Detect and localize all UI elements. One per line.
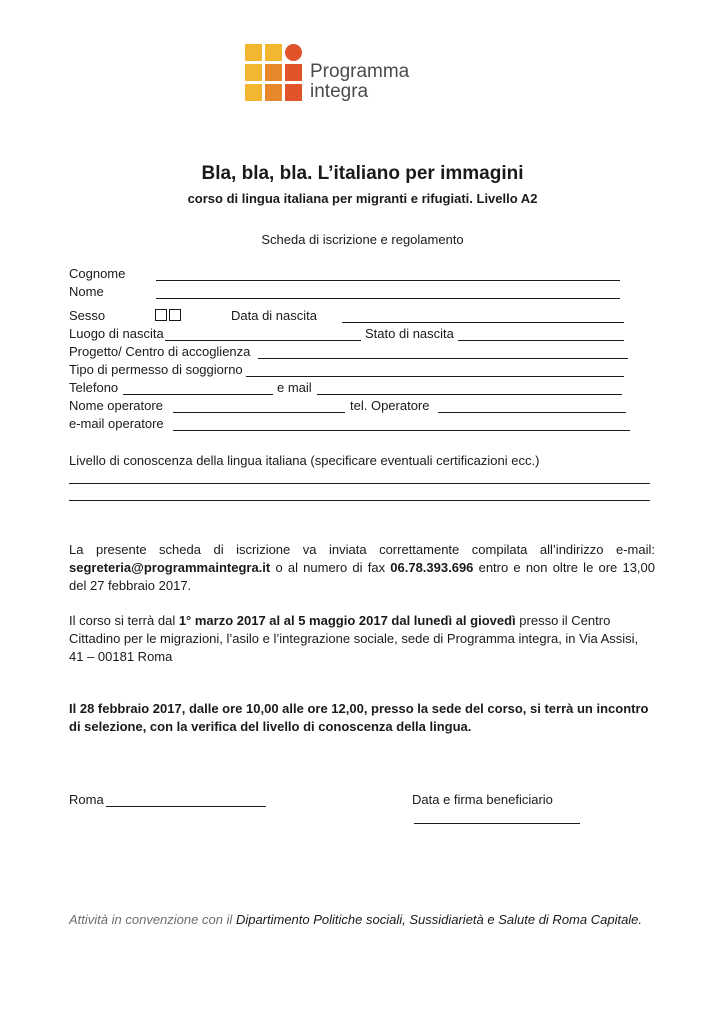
paragraph-corso (69, 612, 655, 666)
logo-square (285, 84, 302, 101)
label-progetto: Progetto/ Centro di accoglienza (69, 344, 251, 359)
paragraph-selezione: Il 28 febbraio 2017, dalle ore 10,00 alle ore 12,00, presso la sede del corso, si terrà un incontro di selezione, con la verifica del livello di conoscenza della lingua. (69, 701, 649, 734)
label-luogo-nascita: Luogo di nascita (69, 326, 164, 341)
label-email-operatore: e-mail operatore (69, 416, 164, 431)
field-permesso[interactable] (246, 376, 624, 377)
field-email[interactable] (317, 394, 622, 395)
document-subtitle: corso di lingua italiana per migranti e rifugiati. Livello A2 (187, 191, 538, 206)
para2-text2: presso il Centro Cittadino per le migrazioni, l’asilo e l’integrazione sociale, sede di Programma integra, in Via Assisi, 41 – 00181 Roma (69, 613, 639, 664)
document-title: Bla, bla, bla. L’italiano per immagini (201, 163, 524, 184)
field-telefono[interactable] (123, 394, 273, 395)
programma-integra-logo (245, 44, 303, 102)
logo-square (245, 44, 262, 61)
paragraph-invio (69, 541, 655, 595)
field-firma[interactable] (414, 823, 580, 824)
para1-text1: La presente scheda di iscrizione va inviata correttamente compilata all’indirizzo e-mail: (69, 542, 655, 557)
footer-dept: Dipartimento Politiche sociali, Sussidiarietà e Salute di Roma Capitale. (235, 912, 643, 927)
field-luogo-nascita[interactable] (165, 340, 361, 341)
logo-square (245, 64, 262, 81)
logo-name-line1: Programma (310, 61, 410, 82)
field-nome[interactable] (156, 298, 620, 299)
label-email: e mail (277, 380, 312, 395)
label-stato-nascita: Stato di nascita (365, 326, 454, 341)
label-data-nascita: Data di nascita (231, 308, 317, 323)
footer-text1: Attività in convenzione con il (69, 912, 236, 927)
email-link[interactable]: segreteria@programmaintegra.it (69, 560, 271, 575)
logo-name-line2: integra (310, 81, 369, 102)
field-stato-nascita[interactable] (458, 340, 624, 341)
label-sesso: Sesso (69, 308, 106, 323)
para1-text3: entro e non oltre le ore 13,00 del 27 febbraio 2017. (69, 560, 655, 593)
label-nome-operatore: Nome operatore (69, 398, 163, 413)
form-heading: Scheda di iscrizione e regolamento (261, 232, 464, 247)
sesso-checkbox-1[interactable] (155, 309, 167, 321)
label-data-firma: Data e firma beneficiario (412, 792, 553, 807)
field-cognome[interactable] (156, 280, 620, 281)
label-cognome: Cognome (69, 266, 126, 281)
label-permesso: Tipo di permesso di soggiorno (69, 362, 243, 377)
logo-square (265, 44, 282, 61)
logo-square (265, 64, 282, 81)
label-livello: Livello di conoscenza della lingua italiana (specificare eventuali certificazioni ecc.) (69, 453, 540, 468)
course-dates: 1° marzo 2017 al al 5 maggio 2017 dal lunedì al giovedì (178, 613, 516, 628)
label-roma: Roma (69, 792, 104, 807)
field-livello-line-2[interactable] (69, 500, 650, 501)
sesso-checkbox-2[interactable] (169, 309, 181, 321)
para1-text2: o al numero di fax (270, 560, 391, 575)
field-progetto[interactable] (258, 358, 628, 359)
para2-text1: Il corso si terrà dal (69, 613, 179, 628)
footer-note (69, 912, 642, 928)
sesso-checkboxes (155, 308, 183, 324)
field-nome-operatore[interactable] (173, 412, 345, 413)
field-livello-line-1[interactable] (69, 483, 650, 484)
field-data-nascita[interactable] (342, 322, 624, 323)
logo-circle (285, 44, 302, 61)
fax-number: 06.78.393.696 (390, 560, 474, 575)
field-email-operatore[interactable] (173, 430, 630, 431)
field-roma-data[interactable] (106, 806, 266, 807)
logo-square (245, 84, 262, 101)
label-telefono: Telefono (69, 380, 119, 395)
logo-square (265, 84, 282, 101)
label-nome: Nome (69, 284, 104, 299)
label-tel-operatore: tel. Operatore (350, 398, 430, 413)
field-tel-operatore[interactable] (438, 412, 626, 413)
logo-square (285, 64, 302, 81)
